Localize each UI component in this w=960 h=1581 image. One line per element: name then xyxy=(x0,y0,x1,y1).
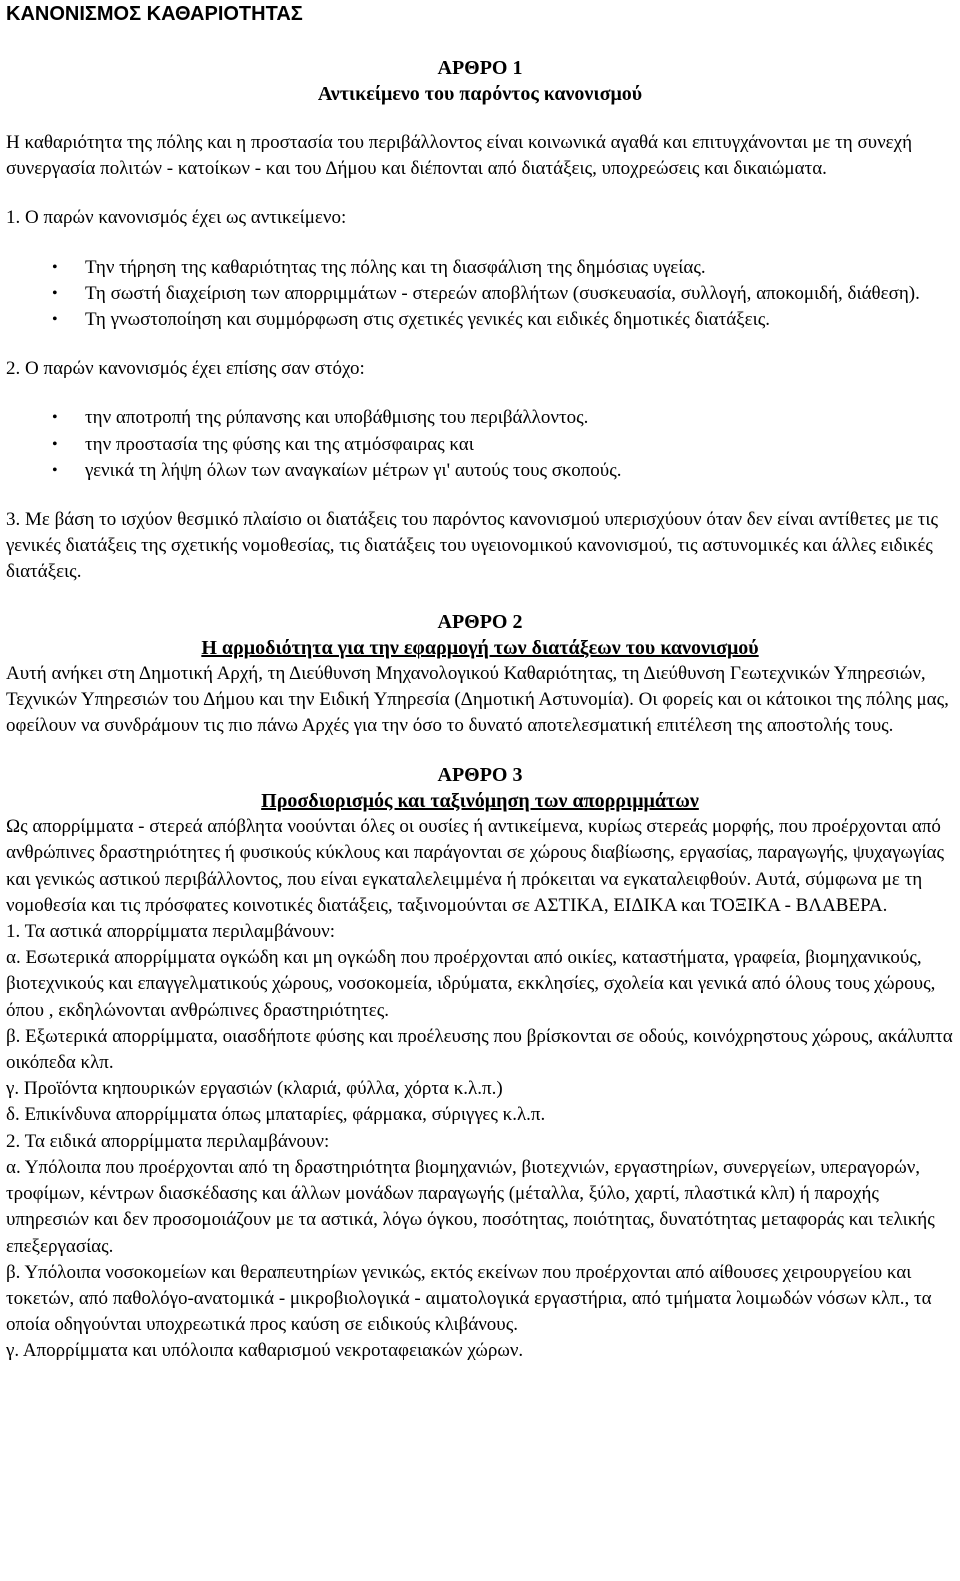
article-2-number: ΑΡΘΡΟ 2 xyxy=(437,610,523,633)
list-item: • την αποτροπή της ρύπανσης και υποβάθμισης του περιβάλλοντος. xyxy=(85,405,954,431)
list-item: • γενικά τη λήψη όλων των αναγκαίων μέτρων γι' αυτούς τους σκοπούς. xyxy=(85,458,954,484)
list-item: • την προστασία της φύσης και της ατμόσφαιρας και xyxy=(85,432,954,458)
article-3-subtitle: Προσδιορισμός και ταξινόμηση των απορριμμάτων xyxy=(261,790,699,813)
article-3-number: ΑΡΘΡΟ 3 xyxy=(437,764,523,787)
article-1-intro: Η καθαριότητα της πόλης και η προστασία του περιβάλλοντος είναι κοινωνικά αγαθά και επιτυγχάνονται με τη συνεχή συνεργασία πολιτών - κατοίκων - και του Δήμου και διέπονται από διατάξεις, υποχρεώσεις και δικαιώματα. xyxy=(6,132,913,180)
list-item: • Τη γνωστοποίηση και συμμόρφωση στις σχετικές γενικές και ειδικές δημοτικές διατάξεις. xyxy=(85,307,954,333)
urban-waste-c: γ. Προϊόντα κηπουρικών εργασιών (κλαριά, φύλλα, χόρτα κ.λ.π.) xyxy=(6,1078,503,1100)
article-1-paragraph-1: 1. Ο παρών κανονισμός έχει ως αντικείμενο: xyxy=(6,207,347,229)
special-waste-a: α. Υπόλοιπα που προέρχονται από τη δραστηριότητα βιομηχανιών, βιοτεχνιών, εργαστηρίων, συνεργείων, υπεραγορών, τροφίμων, κέντρων διασκέδασης και άλλων μονάδων παραγωγής (μέταλλα, ξύλο, χαρτί, πλαστικά κλπ) ή παροχής υπηρεσιών και δεν προσομοιάζουν με τα αστικά, λόγω όγκου, ποσότητας, ποιότητας, δυνατότητας μεταφοράς και τελικής επεξεργασίας. xyxy=(6,1156,935,1257)
article-1-subtitle: Αντικείμενο του παρόντος κανονισμού xyxy=(317,83,643,105)
article-1-paragraph-2: 2. Ο παρών κανονισμός έχει επίσης σαν στόχο: xyxy=(6,358,365,380)
list-item: • Τη σωστή διαχείριση των απορριμμάτων - στερεών αποβλήτων (συσκευασία, συλλογή, αποκομιδή, διάθεση). xyxy=(85,281,954,307)
document-title: ΚΑΝΟΝΙΣΜΟΣ ΚΑΘΑΡΙΟΤΗΤΑΣ xyxy=(6,3,303,25)
article-1 xyxy=(6,55,954,586)
urban-waste-d: δ. Επικίνδυνα απορρίμματα όπως μπαταρίες, φάρμακα, σύριγγες κ.λ.π. xyxy=(6,1104,546,1126)
urban-waste-b: β. Εξωτερικά απορρίμματα, οιασδήποτε φύσης και προέλευσης που βρίσκονται σε οδούς, κοινόχρηστους χώρους, ακάλυπτα οικόπεδα κλπ. xyxy=(6,1025,953,1074)
list-item: • Την τήρηση της καθαριότητας της πόλης και τη διασφάλιση της δημόσιας υγείας. xyxy=(85,255,954,281)
article-1-paragraph-3: 3. Με βάση το ισχύον θεσμικό πλαίσιο οι διατάξεις του παρόντος κανονισμού υπερισχύουν όταν δεν είναι αντίθετες με τις γενικές διατάξεις της σχετικής νομοθεσίας, τις διατάξεις του υγειονομικού κανονισμού, τις αστυνομικές και άλλες ειδικές διατάξεις. xyxy=(6,509,939,583)
article-3-body: Ως απορρίμματα - στερεά απόβλητα νοούνται όλες οι ουσίες ή αντικείμενα, κυρίως στερεάς μορφής, που προέρχονται από ανθρώπινες δραστηριότητες ή φυσικούς κύκλους και παράγονται σε χώρους διαβίωσης, εργασίας, παραγωγής, ψυχαγωγίας και γενικώς αστικού περιβάλλοντος, που είναι εγκαταλελειμμένα ή πρόκειται να εγκαταλειφθούν. Αυτά, σύμφωνα με τη νομοθεσία και τις πρόσφατες κοινοτικές διατάξεις, ταξινομούνται σε ΑΣΤΙΚΑ, ΕΙΔΙΚΑ και ΤΟΞΙΚΑ - ΒΛΑΒΕΡΑ. xyxy=(6,816,944,916)
special-waste-b: β. Υπόλοιπα νοσοκομείων και θεραπευτηρίων γενικώς, εκτός εκείνων που προέρχονται από αίθουσες χειρουργείου και τοκετών, από παθολόγο-ανατομικά - μικροβιολογικά - αιματολογικά εργαστήρια, από τμήματα λοιμωδών νόσων κλπ., τα οποία οδηγούνται υποχρεωτικά προς καύση σε ειδικούς κλιβάνους. xyxy=(6,1261,932,1336)
article-1-number: ΑΡΘΡΟ 1 xyxy=(437,57,523,79)
article-2-subtitle: Η αρμοδιότητα για την εφαρμογή των διατάξεων του κανονισμού xyxy=(201,636,759,659)
special-waste-c: γ. Απορρίμματα και υπόλοιπα καθαρισμού νεκροταφειακών χώρων. xyxy=(6,1340,524,1362)
urban-waste-a: α. Εσωτερικά απορρίμματα ογκώδη και μη ογκώδη που προέρχονται από οικίες, καταστήματα, γραφεία, βιομηχανικούς, βιοτεχνικούς και επαγγελματικούς χώρους, νοσοκομεία, ιδρύματα, εκκλησίες, σχολεία και γενικά από όλους τους χώρους, όπου , εκδηλώνονται ανθρώπινες δραστηριότητες. xyxy=(6,947,936,1021)
article-3 xyxy=(6,762,954,1364)
article-1-list-1 xyxy=(6,255,954,334)
special-waste-heading: 2. Τα ειδικά απορρίμματα περιλαμβάνουν: xyxy=(6,1130,330,1152)
article-1-list-2 xyxy=(6,405,954,484)
urban-waste-heading: 1. Τα αστικά απορρίμματα περιλαμβάνουν: xyxy=(6,921,336,943)
article-2-body: Αυτή ανήκει στη Δημοτική Αρχή, τη Διεύθυνση Μηχανολογικού Καθαριότητας, τη Διεύθυνση Γεωτεχνικών Υπηρεσιών, Τεχνικών Υπηρεσιών του Δήμου και την Ειδική Υπηρεσία (Δημοτική Αστυνομία). Οι φορείς και οι κάτοικοι της πόλης μας, οφείλουν να συνδράμουν τις πιο πάνω Αρχές για την όσο το δυνατό αποτελεσματική επιτέλεση της αποστολής τους. xyxy=(6,662,949,737)
article-2 xyxy=(6,609,954,740)
